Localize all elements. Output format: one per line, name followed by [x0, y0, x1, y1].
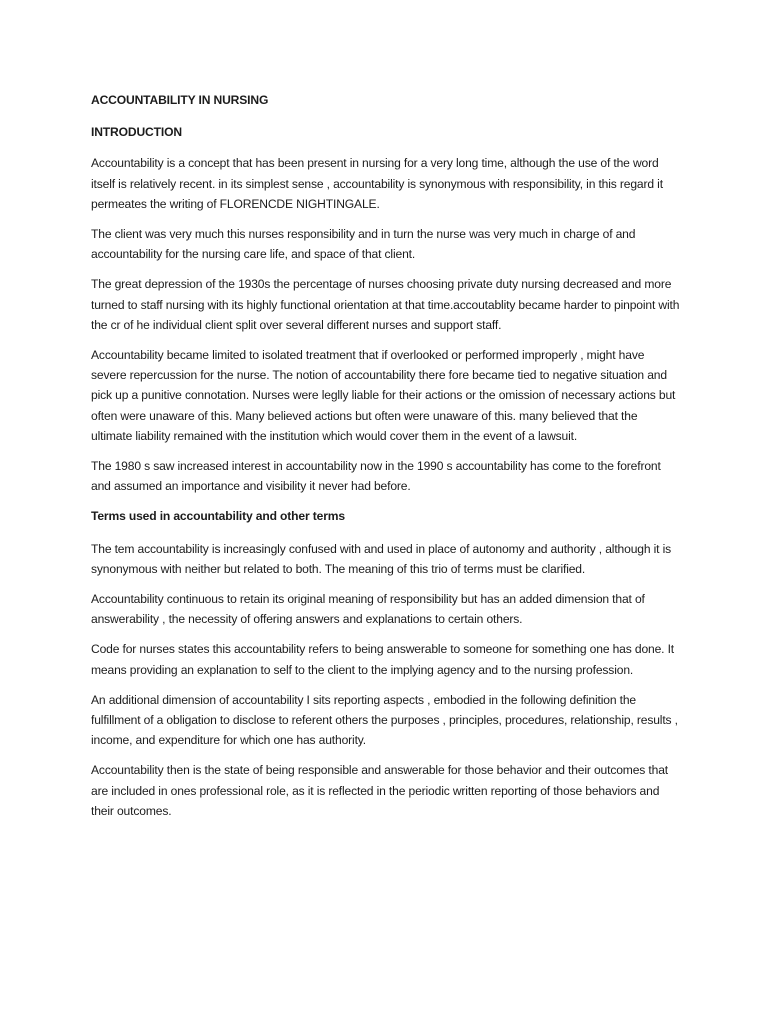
document-body [91, 90, 681, 831]
paragraph: Accountability is a concept that has been present in nursing for a very long time, although the use of the word itself is relatively recent. in its simplest sense , accountability is synonymous with responsibility, in this regard it permeates the writing of FLORENCDE NIGHTINGALE. [91, 156, 663, 211]
paragraph: The 1980 s saw increased interest in accountability now in the 1990 s accountability has come to the forefront and assumed an importance and visibility it never had before. [91, 459, 661, 494]
paragraph: Accountability then is the state of being responsible and answerable for those behavior and their outcomes that are included in ones professional role, as it is reflected in the periodic written reporting of those behaviors and their outcomes. [91, 763, 668, 818]
paragraph: Code for nurses states this accountability refers to being answerable to someone for something one has done. It means providing an explanation to self to the client to the implying agency and to the nursing profession. [91, 642, 675, 677]
paragraph: Accountability became limited to isolated treatment that if overlooked or performed improperly , might have severe repercussion for the nurse. The notion of accountability there fore became tied to negative situation and pick up a punitive connotation. Nurses were leglly liable for their actions or the omission of necessary actions but often were unaware of this. Many believed actions but often were unaware of this. many believed that the ultimate liability remained with the institution which would cover them in the event of a lawsuit. [91, 348, 676, 443]
paragraph: The tem accountability is increasingly confused with and used in place of autonomy and authority , although it is synonymous with neither but related to both. The meaning of this trio of terms must be clarified. [91, 541, 672, 576]
introduction-heading: INTRODUCTION [91, 125, 182, 140]
paragraph: An additional dimension of accountability I sits reporting aspects , embodied in the following definition the fulfillment of a obligation to disclose to referent others the purposes , principles, procedures, relationship, results , income, and expenditure for which one has authority. [91, 692, 678, 748]
paragraph: Accountability continuous to retain its original meaning of responsibility but has an added dimension that of answerability , the necessity of offering answers and explanations to certain others. [91, 592, 645, 627]
section-heading: Terms used in accountability and other terms [91, 509, 345, 524]
document-title: ACCOUNTABILITY IN NURSING [91, 93, 269, 107]
paragraph: The great depression of the 1930s the percentage of nurses choosing private duty nursing decreased and more turned to staff nursing with its highly functional orientation at that time.accoutablity became harder to pinpoint with the cr of he individual client split over several different nurses and support staff. [91, 277, 680, 332]
paragraph: The client was very much this nurses responsibility and in turn the nurse was very much in charge of and accountability for the nursing care life, and space of that client. [91, 227, 636, 262]
